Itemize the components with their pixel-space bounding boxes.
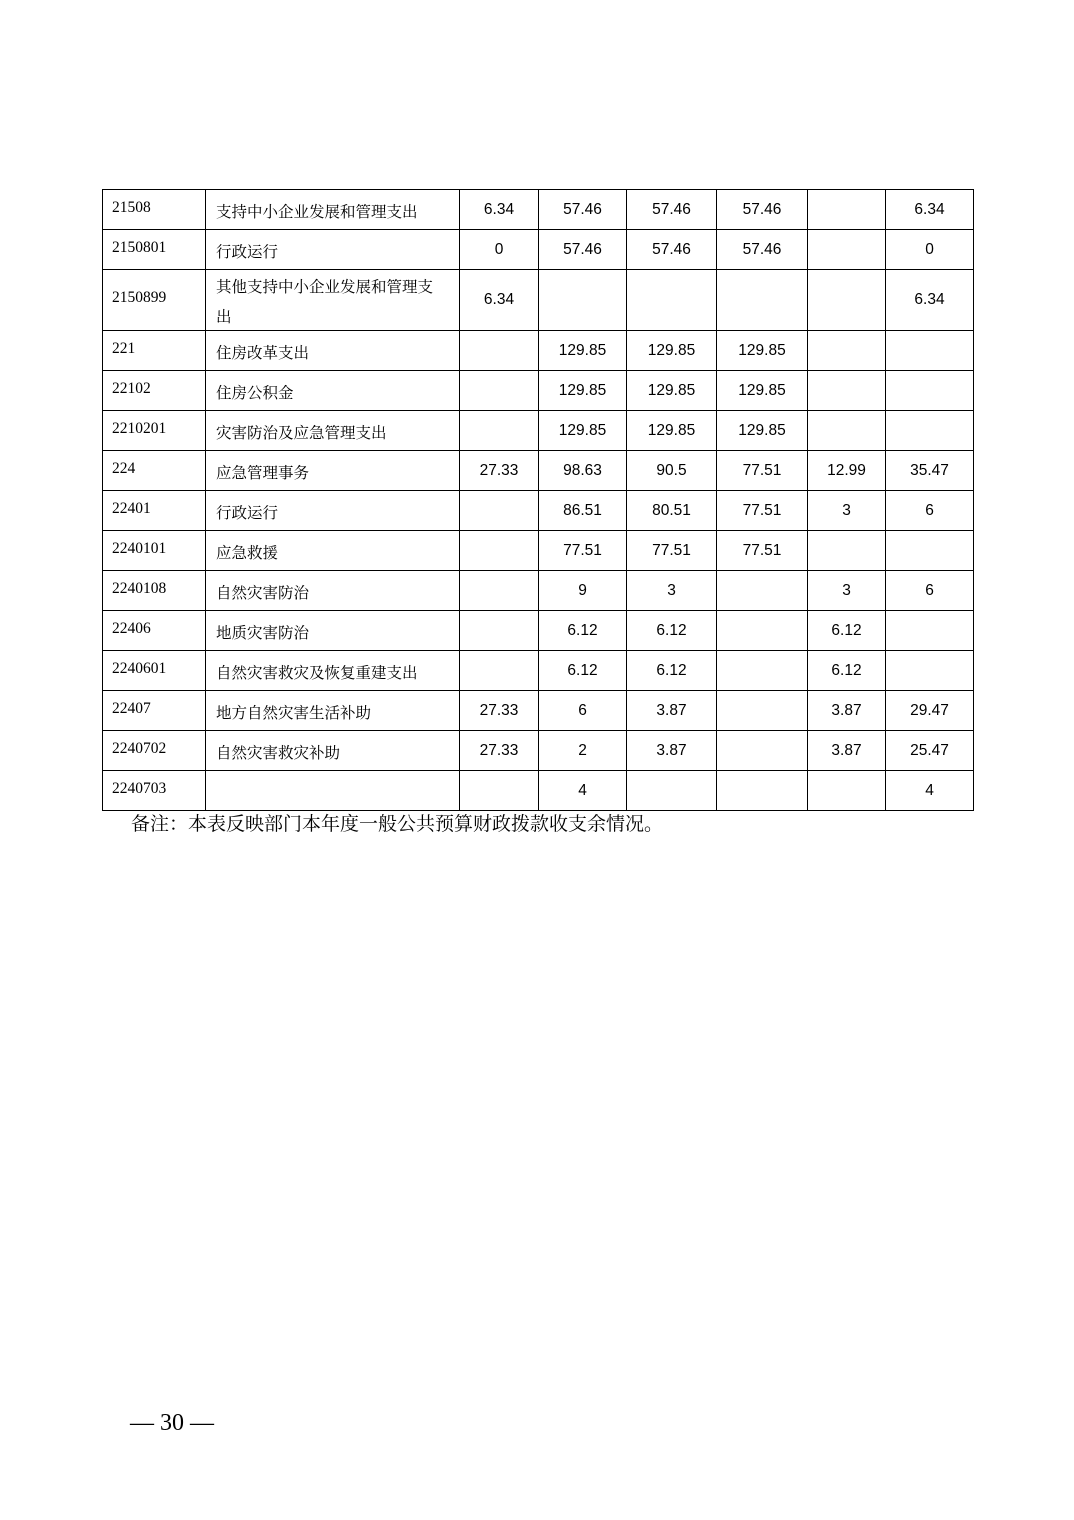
value-cell: 0: [460, 230, 539, 270]
value-cell: 6.12: [539, 611, 627, 651]
value-cell: 4: [539, 771, 627, 811]
table-row: [103, 230, 974, 270]
value-cell: 129.85: [539, 331, 627, 371]
subject-name: 地方自然灾害生活补助: [206, 691, 460, 731]
value-cell: 4: [886, 771, 974, 811]
subject-name: 自然灾害救灾补助: [206, 731, 460, 771]
value-cell: 77.51: [717, 451, 808, 491]
value-cell: 3.87: [808, 691, 886, 731]
subject-name: 住房改革支出: [206, 331, 460, 371]
value-cell: 129.85: [539, 411, 627, 451]
value-cell: [808, 190, 886, 230]
value-cell: [627, 771, 717, 811]
value-cell: 6: [886, 491, 974, 531]
subject-code: 2240108: [103, 571, 206, 611]
table-row: [103, 371, 974, 411]
subject-code: 2150801: [103, 230, 206, 270]
value-cell: [717, 270, 808, 331]
value-cell: 57.46: [627, 230, 717, 270]
table-row: [103, 331, 974, 371]
value-cell: 80.51: [627, 491, 717, 531]
table-note: 备注：本表反映部门本年度一般公共预算财政拨款收支余情况。: [131, 813, 664, 835]
value-cell: 6.34: [460, 190, 539, 230]
value-cell: [886, 371, 974, 411]
value-cell: [886, 331, 974, 371]
value-cell: [886, 411, 974, 451]
table-row: [103, 491, 974, 531]
value-cell: 129.85: [717, 411, 808, 451]
subject-name: 应急救援: [206, 531, 460, 571]
value-cell: [460, 491, 539, 531]
table-row: [103, 411, 974, 451]
value-cell: 29.47: [886, 691, 974, 731]
value-cell: 57.46: [717, 230, 808, 270]
subject-name: 住房公积金: [206, 371, 460, 411]
budget-table: [102, 189, 974, 811]
table-row: [103, 451, 974, 491]
table-row: [103, 571, 974, 611]
value-cell: 77.51: [717, 491, 808, 531]
value-cell: 35.47: [886, 451, 974, 491]
value-cell: 6: [539, 691, 627, 731]
table-row: [103, 611, 974, 651]
subject-code: 2240703: [103, 771, 206, 811]
value-cell: [460, 371, 539, 411]
subject-name: 行政运行: [206, 491, 460, 531]
value-cell: [886, 611, 974, 651]
subject-code: 224: [103, 451, 206, 491]
value-cell: 77.51: [717, 531, 808, 571]
value-cell: [717, 691, 808, 731]
table-row: [103, 190, 974, 230]
subject-code: 22406: [103, 611, 206, 651]
subject-name: 其他支持中小企业发展和管理支出: [206, 270, 460, 331]
value-cell: [460, 771, 539, 811]
value-cell: 2: [539, 731, 627, 771]
value-cell: [460, 571, 539, 611]
subject-name: [206, 771, 460, 811]
value-cell: 129.85: [627, 411, 717, 451]
value-cell: 6.12: [808, 651, 886, 691]
subject-code: 2150899: [103, 270, 206, 331]
value-cell: 129.85: [627, 371, 717, 411]
value-cell: 57.46: [539, 230, 627, 270]
value-cell: 3: [808, 571, 886, 611]
value-cell: 57.46: [627, 190, 717, 230]
subject-name: 应急管理事务: [206, 451, 460, 491]
value-cell: 129.85: [717, 331, 808, 371]
subject-code: 22407: [103, 691, 206, 731]
subject-code: 2240101: [103, 531, 206, 571]
value-cell: 6.12: [539, 651, 627, 691]
value-cell: [808, 531, 886, 571]
value-cell: 90.5: [627, 451, 717, 491]
value-cell: 3: [808, 491, 886, 531]
value-cell: 86.51: [539, 491, 627, 531]
value-cell: [460, 331, 539, 371]
value-cell: 6.12: [627, 611, 717, 651]
value-cell: [460, 611, 539, 651]
value-cell: 98.63: [539, 451, 627, 491]
subject-name: 支持中小企业发展和管理支出: [206, 190, 460, 230]
value-cell: 0: [886, 230, 974, 270]
value-cell: 27.33: [460, 451, 539, 491]
value-cell: 6.12: [808, 611, 886, 651]
subject-code: 22102: [103, 371, 206, 411]
value-cell: 6.34: [460, 270, 539, 331]
subject-code: 2240702: [103, 731, 206, 771]
value-cell: [886, 531, 974, 571]
value-cell: [808, 331, 886, 371]
table-body: [103, 190, 974, 811]
subject-name: 自然灾害救灾及恢复重建支出: [206, 651, 460, 691]
value-cell: [808, 270, 886, 331]
value-cell: 129.85: [539, 371, 627, 411]
subject-code: 2240601: [103, 651, 206, 691]
value-cell: 3.87: [808, 731, 886, 771]
value-cell: 25.47: [886, 731, 974, 771]
table-row: [103, 651, 974, 691]
value-cell: 3.87: [627, 731, 717, 771]
value-cell: [717, 651, 808, 691]
value-cell: [717, 771, 808, 811]
value-cell: 77.51: [539, 531, 627, 571]
value-cell: [717, 731, 808, 771]
value-cell: 77.51: [627, 531, 717, 571]
value-cell: 9: [539, 571, 627, 611]
value-cell: [808, 771, 886, 811]
value-cell: 6.34: [886, 190, 974, 230]
table-row: [103, 270, 974, 331]
value-cell: [808, 230, 886, 270]
value-cell: 129.85: [627, 331, 717, 371]
table-row: [103, 531, 974, 571]
subject-code: 221: [103, 331, 206, 371]
subject-name: 地质灾害防治: [206, 611, 460, 651]
subject-name: 灾害防治及应急管理支出: [206, 411, 460, 451]
page-number: — 30 —: [130, 1410, 214, 1436]
value-cell: [808, 411, 886, 451]
value-cell: [460, 411, 539, 451]
value-cell: 3.87: [627, 691, 717, 731]
subject-name: 行政运行: [206, 230, 460, 270]
value-cell: 27.33: [460, 691, 539, 731]
subject-code: 21508: [103, 190, 206, 230]
value-cell: [717, 571, 808, 611]
value-cell: 6.12: [627, 651, 717, 691]
value-cell: 12.99: [808, 451, 886, 491]
value-cell: [460, 651, 539, 691]
subject-code: 2210201: [103, 411, 206, 451]
value-cell: [460, 531, 539, 571]
value-cell: 57.46: [717, 190, 808, 230]
subject-name: 自然灾害防治: [206, 571, 460, 611]
value-cell: [627, 270, 717, 331]
value-cell: 57.46: [539, 190, 627, 230]
table-row: [103, 731, 974, 771]
value-cell: 6: [886, 571, 974, 611]
value-cell: 6.34: [886, 270, 974, 331]
subject-code: 22401: [103, 491, 206, 531]
value-cell: [539, 270, 627, 331]
value-cell: [886, 651, 974, 691]
table-row: [103, 771, 974, 811]
value-cell: 27.33: [460, 731, 539, 771]
table-row: [103, 691, 974, 731]
value-cell: 129.85: [717, 371, 808, 411]
value-cell: [808, 371, 886, 411]
value-cell: 3: [627, 571, 717, 611]
value-cell: [717, 611, 808, 651]
